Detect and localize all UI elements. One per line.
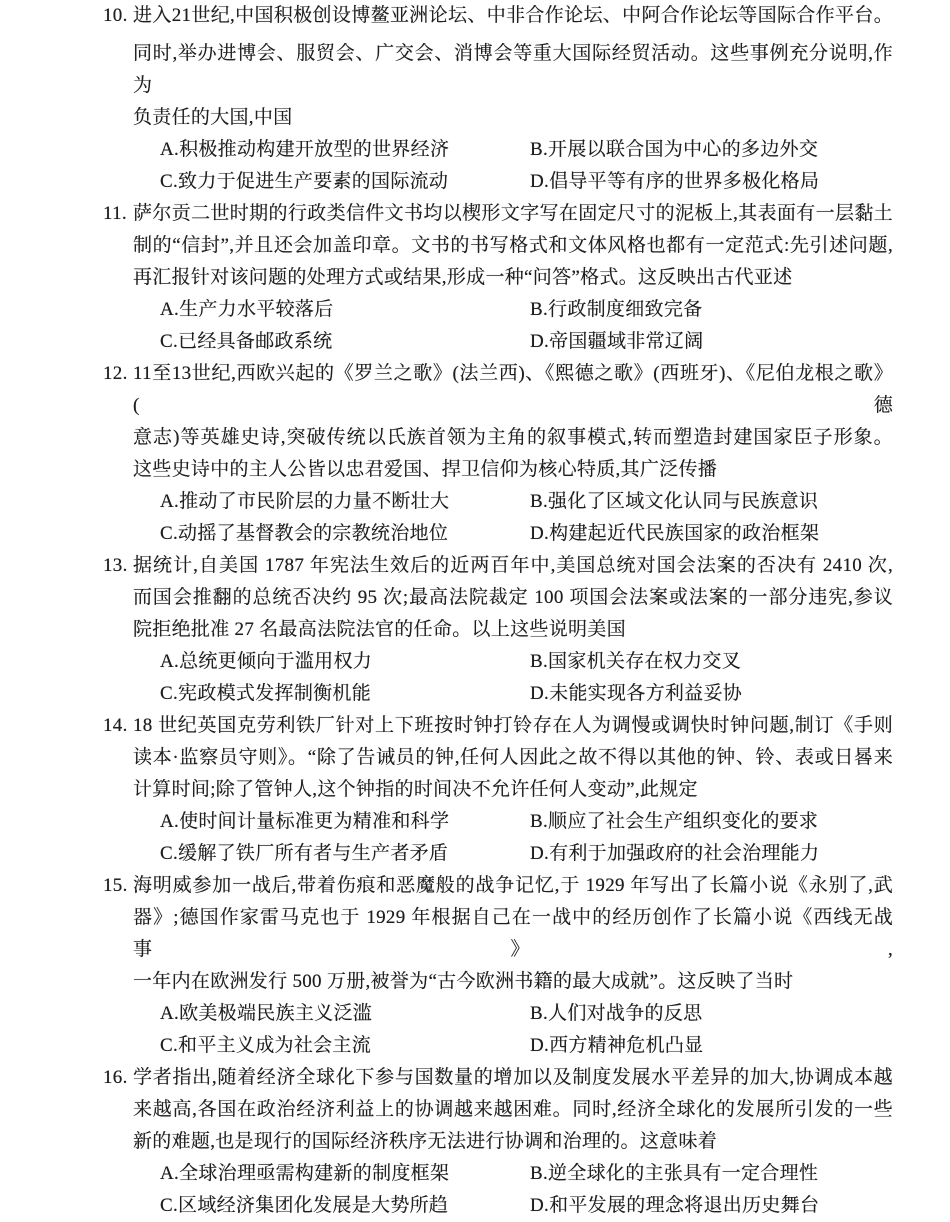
option-text: 总统更倾向于滥用权力 [179,651,373,672]
option-label: A. [160,1163,180,1184]
option-a [160,806,530,838]
option-a [160,486,530,518]
option-text: 全球治理亟需构建新的制度框架 [179,1163,450,1184]
option-b [530,486,950,518]
question-number: 14. [103,715,128,736]
option-label: A. [160,139,180,160]
stem-line: 新的难题,也是现行的国际经济秩序无法进行协调和治理的。这意味着 [133,1131,718,1152]
stem-line: 10. 进入21世纪,中国积极创设博鳌亚洲论坛、中非合作论坛、中阿合作论坛等国际合作平台。 [133,0,893,32]
option-label: D. [530,843,550,864]
option-text: 国家机关存在权力交叉 [548,651,742,672]
question-number: 15. [103,875,128,896]
option-c [160,518,530,550]
question-number: 12. [103,363,128,384]
question-block [0,0,950,198]
question-stem [0,198,950,294]
option-text: 和平发展的理念将退出历史舞台 [549,1195,820,1216]
option-row [0,1158,950,1190]
stem-line: 12. 11至13世纪,西欧兴起的《罗兰之歌》(法兰西)、《熙德之歌》(西班牙)、《尼伯龙根之歌》(德 [133,358,893,422]
option-row [0,1190,950,1222]
clipped-line-wrapper [103,0,950,38]
option-c [160,1030,530,1062]
option-label: B. [530,811,549,832]
option-text: 人们对战争的反思 [548,1003,703,1024]
option-label: C. [160,683,179,704]
stem-line: 而国会推翻的总统否决约 95 次;最高法院裁定 100 项国会法案或法案的一部分违宪,参议 [133,587,893,608]
option-label: C. [160,171,179,192]
option-row [0,646,950,678]
option-row [0,998,950,1030]
stem-line: 11. 萨尔贡二世时期的行政类信件文书均以楔形文字写在固定尺寸的泥板上,其表面有一层黏土 [133,198,893,230]
option-label: B. [530,299,549,320]
option-text: 使时间计量标准更为精准和科学 [179,811,450,832]
option-b [530,1158,950,1190]
option-d [530,518,950,550]
option-label: B. [530,1163,549,1184]
question-block [0,870,950,1062]
stem-line: 来越高,各国在政治经济利益上的协调越来越困难。同时,经济全球化的发展所引发的一些 [133,1099,893,1120]
question-options [0,294,950,358]
question-options [0,134,950,198]
option-c [160,838,530,870]
option-label: D. [530,683,550,704]
option-row [0,806,950,838]
option-a [160,646,530,678]
option-row [0,166,950,198]
option-row [0,678,950,710]
option-a [160,134,530,166]
option-row [0,326,950,358]
question-stem [0,1062,950,1158]
question-stem [0,870,950,998]
question-block [0,710,950,870]
stem-line: 制的“信封”,并且还会加盖印章。文书的书写格式和文体风格也都有一定范式:先引述问题, [133,235,893,256]
option-label: D. [530,171,550,192]
question-number: 11. [103,203,127,224]
stem-line: 意志)等英雄史诗,突破传统以氏族首领为主角的叙事模式,转而塑造封建国家臣子形象。 [133,427,893,448]
option-label: D. [530,331,550,352]
option-text: 倡导平等有序的世界多极化格局 [549,171,820,192]
option-label: C. [160,1195,179,1216]
option-text: 积极推动构建开放型的世界经济 [179,139,450,160]
option-c [160,1190,530,1222]
option-text: 区域经济集团化发展是大势所趋 [178,1195,449,1216]
option-text: 生产力水平较落后 [179,299,334,320]
stem-line: 负责任的大国,中国 [133,107,293,128]
option-label: B. [530,651,549,672]
option-row [0,486,950,518]
stem-line: 这些史诗中的主人公皆以忠君爱国、捍卫信仰为核心特质,其广泛传播 [133,459,718,480]
option-c [160,326,530,358]
question-block [0,198,950,358]
option-text: 未能实现各方利益妥协 [549,683,743,704]
question-block [0,1062,950,1222]
option-d [530,1190,950,1222]
question-stem [0,550,950,646]
option-d [530,166,950,198]
option-label: A. [160,1003,180,1024]
question-stem [0,358,950,486]
stem-line: 同时,举办进博会、服贸会、广交会、消博会等重大国际经贸活动。这些事例充分说明,作为 [133,43,893,96]
option-label: C. [160,523,179,544]
option-label: B. [530,491,549,512]
option-label: A. [160,811,180,832]
option-c [160,166,530,198]
option-text: 推动了市民阶层的力量不断壮大 [179,491,450,512]
option-text: 强化了区域文化认同与民族意识 [548,491,819,512]
option-text: 宪政模式发挥制衡机能 [178,683,372,704]
option-text: 西方精神危机凸显 [549,1035,704,1056]
question-options [0,1158,950,1222]
option-label: D. [530,523,550,544]
option-label: C. [160,1035,179,1056]
question-number: 13. [103,555,128,576]
option-c [160,678,530,710]
option-b [530,134,950,166]
option-row [0,838,950,870]
stem-line: 13. 据统计,自美国 1787 年宪法生效后的近两百年中,美国总统对国会法案的否决有 2410 次, [133,550,893,582]
option-text: 帝国疆域非常辽阔 [549,331,704,352]
option-text: 已经具备邮政系统 [178,331,333,352]
option-label: A. [160,299,180,320]
stem-line: 院拒绝批准 27 名最高法院法官的任命。以上这些说明美国 [133,619,626,640]
option-d [530,326,950,358]
option-label: D. [530,1195,550,1216]
question-options [0,486,950,550]
question-options [0,998,950,1062]
option-label: A. [160,651,180,672]
question-stem [0,0,950,134]
option-label: C. [160,843,179,864]
option-text: 构建起近代民族国家的政治框架 [549,523,820,544]
stem-line: 器》;德国作家雷马克也于 1929 年根据自己在一战中的经历创作了长篇小说《西线无战事》, [133,907,893,960]
stem-line: 再汇报针对该问题的处理方式或结果,形成一种“问答”格式。这反映出古代亚述 [133,267,793,288]
option-row [0,294,950,326]
stem-line: 14. 18 世纪英国克劳利铁厂针对上下班按时钟打铃存在人为调慢或调快时钟问题,制订《手则 [133,710,893,742]
option-d [530,678,950,710]
option-text: 动摇了基督教会的宗教统治地位 [178,523,449,544]
question-options [0,806,950,870]
option-d [530,838,950,870]
option-text: 行政制度细致完备 [548,299,703,320]
option-a [160,294,530,326]
option-text: 开展以联合国为中心的多边外交 [548,139,819,160]
question-options [0,646,950,710]
stem-line: 计算时间;除了管钟人,这个钟指的时间决不允许任何人变动”,此规定 [133,779,698,800]
option-a [160,1158,530,1190]
option-text: 和平主义成为社会主流 [178,1035,372,1056]
question-stem [0,710,950,806]
option-text: 顺应了社会生产组织变化的要求 [548,811,819,832]
option-row [0,518,950,550]
option-d [530,1030,950,1062]
option-row [0,1030,950,1062]
option-text: 逆全球化的主张具有一定合理性 [548,1163,819,1184]
option-label: D. [530,1035,550,1056]
option-b [530,806,950,838]
question-block [0,358,950,550]
option-text: 有利于加强政府的社会治理能力 [549,843,820,864]
stem-line: 15. 海明威参加一战后,带着伤痕和恶魔般的战争记忆,于 1929 年写出了长篇小说《永别了,武 [133,870,893,902]
option-label: C. [160,331,179,352]
option-label: B. [530,1003,549,1024]
option-text: 缓解了铁厂所有者与生产者矛盾 [178,843,449,864]
question-block [0,550,950,710]
stem-line: 一年内在欧洲发行 500 万册,被誉为“古今欧洲书籍的最大成就”。这反映了当时 [133,971,794,992]
question-number: 10. [103,5,128,26]
option-b [530,998,950,1030]
option-label: A. [160,491,180,512]
option-text: 欧美极端民族主义泛滥 [179,1003,373,1024]
question-number: 16. [103,1067,128,1088]
option-b [530,646,950,678]
stem-line: 读本·监察员守则》。“除了告诫员的钟,任何人因此之故不得以其他的钟、铃、表或日晷来 [133,747,893,768]
stem-line: 16. 学者指出,随着经济全球化下参与国数量的增加以及制度发展水平差异的加大,协调成本越 [133,1062,893,1094]
option-row [0,134,950,166]
option-label: B. [530,139,549,160]
option-b [530,294,950,326]
option-a [160,998,530,1030]
option-text: 致力于促进生产要素的国际流动 [178,171,449,192]
